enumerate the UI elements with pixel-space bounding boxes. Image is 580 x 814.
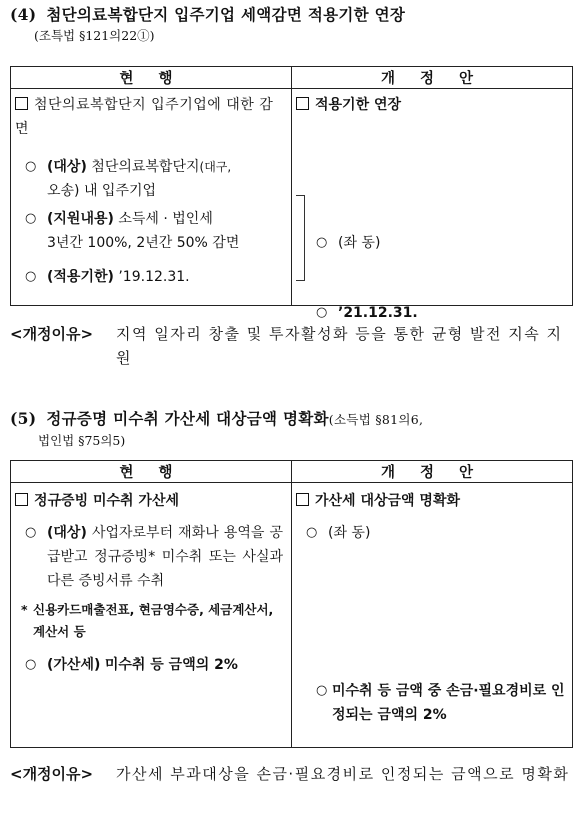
list-item [11, 265, 291, 289]
bullet-circle-icon: ○ [316, 235, 328, 250]
reason-label: <개정이유> [10, 325, 94, 343]
item-key: (지원내용) [47, 211, 114, 227]
reason-text: 가산세 부과대상을 손금·필요경비로 인정되는 금액으로 명확화 [116, 765, 570, 783]
footnote [11, 599, 291, 643]
bullet-circle-icon: ○ [316, 683, 328, 698]
same-text: (좌 동) [338, 235, 381, 251]
same-text: (좌 동) [328, 525, 371, 541]
item-key: (대상) [47, 525, 87, 541]
section-4 [10, 4, 572, 46]
section-5-proposed-heading [292, 483, 572, 513]
section-4-number: (4) [10, 5, 37, 24]
item-text: 첨단의료복합단지 [91, 159, 200, 175]
section-5-proposed-heading-text: 가산세 대상금액 명확화 [315, 493, 460, 509]
list-item [11, 155, 291, 203]
checkbox-square-icon [15, 493, 28, 506]
item-key: (대상) [47, 159, 87, 175]
bullet-circle-icon: ○ [25, 525, 37, 540]
bullet-circle-icon: ○ [25, 657, 37, 672]
section-5-current-heading-text: 정규증빙 미수취 가산세 [34, 493, 179, 509]
section-4-proposed-cell [292, 89, 573, 321]
section-4-reference: (조특법 §121의22①) [34, 28, 155, 43]
new-date-text: ’21.12.31. [338, 305, 418, 321]
section-4-header-current: 현 행 [11, 67, 292, 89]
section-4-current-cell [11, 89, 292, 306]
section-5-header-current: 현 행 [11, 461, 292, 483]
section-5-reference-b: 법인법 §75의5) [38, 433, 126, 448]
item-small-text: (대구, [199, 160, 232, 174]
bullet-circle-icon: ○ [306, 525, 318, 540]
bullet-circle-icon: ○ [316, 305, 328, 320]
section-4-header-proposed: 개 정 안 [292, 67, 573, 89]
section-5-title [10, 408, 572, 431]
section-4-current-heading-text: 첨단의료복합단지 입주기업에 대한 감면 [15, 97, 274, 137]
item-key: (적용기한) [47, 269, 114, 285]
section-4-reason [10, 322, 572, 370]
new-item-text: 미수취 등 금액 중 손금·필요경비로 인정되는 금액의 2% [332, 683, 565, 723]
reason-text: 지역 일자리 창출 및 투자활성화 등을 통한 균형 발전 지속 지원 [116, 325, 563, 367]
footnote-text: 신용카드매출전표, 현금영수증, 세금계산서, 계산서 등 [33, 602, 274, 639]
checkbox-square-icon [296, 97, 309, 110]
item-text: 미수취 등 금액의 2% [104, 657, 238, 673]
checkbox-square-icon [296, 493, 309, 506]
item-text: ’19.12.31. [118, 269, 190, 285]
section-5-proposed-cell [292, 483, 573, 748]
section-5-current-heading [11, 483, 291, 513]
bullet-circle-icon: ○ [25, 159, 37, 174]
section-4-title-text: 첨단의료복합단지 입주기업 세액감면 적용기한 연장 [46, 5, 406, 24]
section-5-reference-a: (소득법 §81의6, [328, 412, 424, 427]
section-4-proposed-heading-text: 적용기한 연장 [315, 97, 402, 113]
item-text-continued: 오송) 내 입주기업 [47, 183, 157, 199]
item-key: (가산세) [47, 657, 101, 673]
list-item [11, 207, 291, 255]
section-4-proposed-heading [292, 89, 572, 117]
section-5 [10, 408, 572, 451]
section-5-same-as-left [292, 521, 572, 545]
list-item [11, 521, 291, 593]
bullet-circle-icon: ○ [25, 211, 37, 226]
reason-label: <개정이유> [10, 765, 94, 783]
item-text-continued: 3년간 100%, 2년간 50% 감면 [47, 235, 240, 251]
bullet-circle-icon: ○ [25, 269, 37, 284]
section-5-current-cell [11, 483, 292, 748]
section-4-same-as-left [302, 231, 380, 255]
section-4-table [10, 66, 572, 321]
section-5-new-item [302, 679, 566, 727]
section-4-current-heading [11, 89, 291, 141]
list-item [11, 653, 291, 677]
section-5-number: (5) [10, 409, 37, 428]
item-text: 사업자로부터 재화나 용역을 공급받고 정규증빙* 미수취 또는 사실과 다른 증빙서류 수취 [47, 525, 284, 589]
section-5-title-text: 정규증명 미수취 가산세 대상금액 명확화 [46, 409, 329, 428]
asterisk-icon: * [21, 602, 28, 617]
item-text: 소득세 · 법인세 [118, 211, 213, 227]
checkbox-square-icon [15, 97, 28, 110]
section-5-reason [10, 762, 572, 786]
section-5-table [10, 460, 572, 748]
section-4-title [10, 4, 572, 26]
section-5-header-proposed: 개 정 안 [292, 461, 573, 483]
